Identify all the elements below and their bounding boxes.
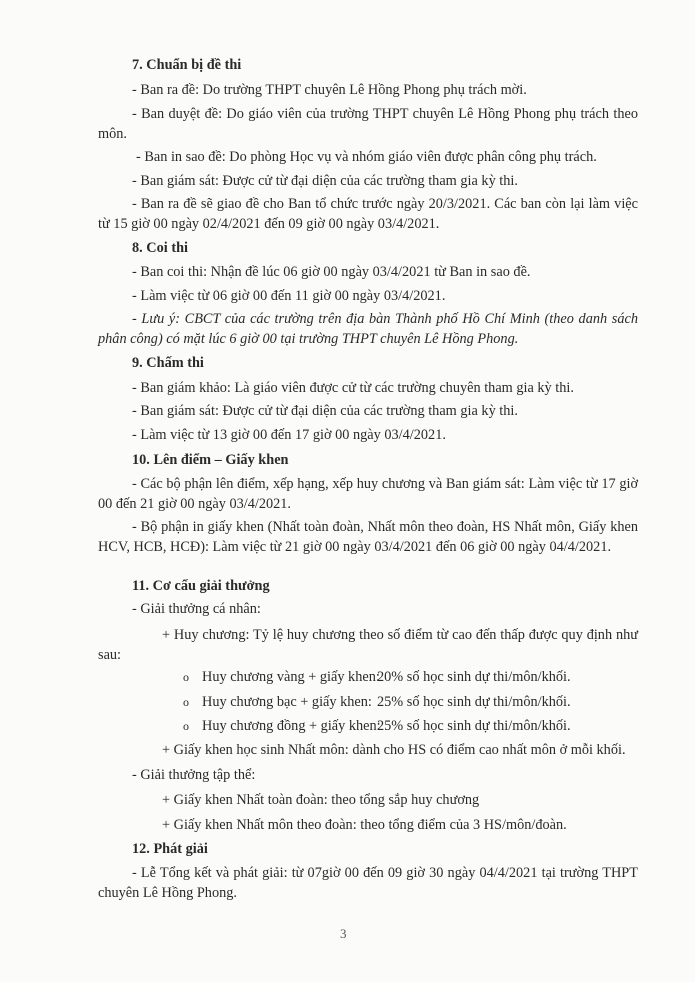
section-9-title: 9. Chấm thi bbox=[132, 355, 204, 371]
top-student-award: + Giấy khen học sinh Nhất môn: dành cho HS có điểm cao nhất môn ở mỗi khối. bbox=[162, 742, 626, 758]
s7-paragraph-4: - Ban giám sát: Được cử từ đại diện của các trường tham gia kỳ thi. bbox=[132, 173, 518, 189]
s7-paragraph-1: - Ban ra đề: Do trường THPT chuyên Lê Hồng Phong phụ trách mời. bbox=[132, 82, 527, 98]
section-11-title: 11. Cơ cấu giải thưởng bbox=[132, 578, 270, 594]
medal-bronze-rate: 25% số học sinh dự thi/môn/khối. bbox=[377, 718, 571, 734]
team-award-2: + Giấy khen Nhất môn theo đoàn: theo tổng điểm của 3 HS/môn/đoàn. bbox=[162, 817, 567, 833]
medal-intro: + Huy chương: Tỷ lệ huy chương theo số điểm từ cao đến thấp được quy định như sau: bbox=[98, 627, 638, 663]
s10-paragraph-2: - Bộ phận in giấy khen (Nhất toàn đoàn, Nhất môn theo đoàn, HS Nhất môn, Giấy khen HCV, HCB, HCĐ): Làm việc từ 21 giờ 00 ngày 03/4/2021 đến 06 giờ 00 ngày 04/4/2021. bbox=[98, 519, 638, 555]
medal-gold-label: Huy chương vàng + giấy khen: bbox=[202, 669, 380, 685]
section-12-title: 12. Phát giải bbox=[132, 841, 208, 857]
individual-awards-label: - Giải thưởng cá nhân: bbox=[132, 601, 261, 617]
s9-paragraph-1: - Ban giám khảo: Là giáo viên được cử từ các trường chuyên tham gia kỳ thi. bbox=[132, 380, 574, 396]
s9-paragraph-2: - Ban giám sát: Được cử từ đại diện của các trường tham gia kỳ thi. bbox=[132, 403, 518, 419]
s9-paragraph-3: - Làm việc từ 13 giờ 00 đến 17 giờ 00 ngày 03/4/2021. bbox=[132, 427, 446, 443]
s10-paragraph-1: - Các bộ phận lên điểm, xếp hạng, xếp huy chương và Ban giám sát: Làm việc từ 17 giờ 00 đến 21 giờ 00 ngày 03/4/2021. bbox=[98, 476, 638, 512]
s8-paragraph-2: - Làm việc từ 06 giờ 00 đến 11 giờ 00 ngày 03/4/2021. bbox=[132, 288, 446, 304]
s7-paragraph-2: - Ban duyệt đề: Do giáo viên của trường THPT chuyên Lê Hồng Phong phụ trách theo môn. bbox=[98, 106, 638, 142]
medal-silver-rate: 25% số học sinh dự thi/môn/khối. bbox=[377, 694, 571, 710]
section-7-title: 7. Chuẩn bị đề thi bbox=[132, 57, 242, 73]
s7-paragraph-3: - Ban in sao đề: Do phòng Học vụ và nhóm giáo viên được phân công phụ trách. bbox=[136, 149, 597, 165]
section-10-title: 10. Lên điểm – Giấy khen bbox=[132, 452, 289, 468]
s8-note: - Lưu ý: CBCT của các trường trên địa bàn Thành phố Hồ Chí Minh (theo danh sách phân công) có mặt lúc 6 giờ 00 tại trường THPT chuyên Lê Hồng Phong. bbox=[98, 311, 638, 347]
team-award-1: + Giấy khen Nhất toàn đoàn: theo tổng sắp huy chương bbox=[162, 792, 480, 808]
medal-bullet: o bbox=[183, 695, 189, 709]
collective-awards-label: - Giải thưởng tập thể: bbox=[132, 767, 256, 783]
section-8-title: 8. Coi thi bbox=[132, 240, 189, 256]
s8-paragraph-1: - Ban coi thi: Nhận đề lúc 06 giờ 00 ngày 03/4/2021 từ Ban in sao đề. bbox=[132, 264, 531, 280]
medal-bronze-label: Huy chương đồng + giấy khen: bbox=[202, 718, 381, 734]
medal-gold-rate: 20% số học sinh dự thi/môn/khối. bbox=[377, 669, 571, 685]
page-number: 3 bbox=[340, 926, 347, 941]
medal-silver-label: Huy chương bạc + giấy khen: bbox=[202, 694, 372, 710]
medal-bullet: o bbox=[183, 719, 189, 733]
s12-paragraph-1: - Lễ Tổng kết và phát giải: từ 07giờ 00 đến 09 giờ 30 ngày 04/4/2021 tại trường THPT chuyên Lê Hồng Phong. bbox=[98, 865, 638, 901]
medal-bullet: o bbox=[183, 670, 189, 684]
s7-paragraph-5: - Ban ra đề sẽ giao đề cho Ban tổ chức trước ngày 20/3/2021. Các ban còn lại làm việc từ 15 giờ 00 ngày 02/4/2021 đến 09 giờ 00 ngày 03/4/2021. bbox=[98, 196, 638, 232]
